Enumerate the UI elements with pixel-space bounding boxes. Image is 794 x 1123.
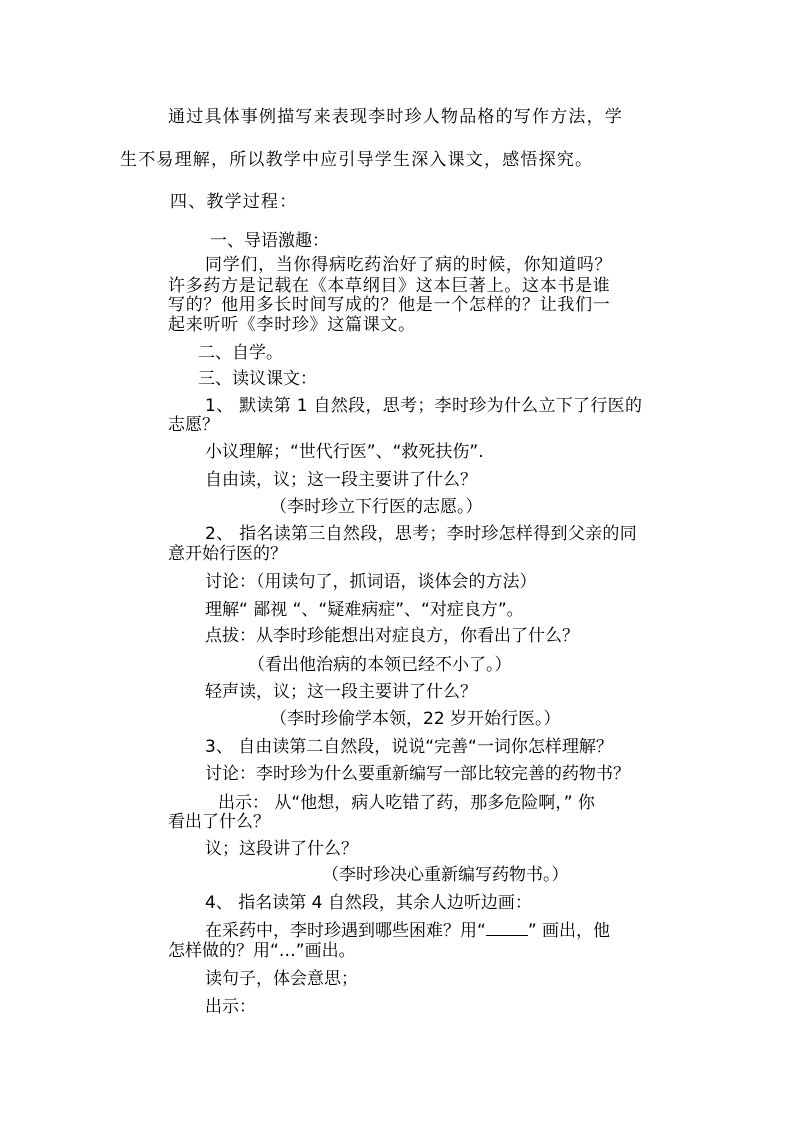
numbered-item: 2、 指名读第三自然段，思考；李时珍怎样得到父亲的同	[205, 524, 638, 544]
paragraph-line: 讨论：（用读句了，抓词语，谈体会的方法）	[205, 572, 537, 592]
paragraph-line: 通过具体事例描写来表现李时珍人物品格的写作方法，学	[168, 107, 623, 127]
paragraph-line: 议；这段讲了什么？	[205, 839, 358, 859]
numbered-item: 意开始行医的？	[168, 544, 287, 564]
paragraph-line: 生不易理解，所以教学中应引导学生深入课文，感悟探究。	[120, 150, 594, 170]
numbered-item: 志愿？	[168, 415, 219, 435]
text-segment: 在采药中，李时珍遇到哪些困难？用“	[205, 921, 486, 941]
paragraph-line: 读句子，体会意思；	[205, 969, 358, 989]
paragraph-line: 点拔：从李时珍能想出对症良方，你看出了什么？	[205, 626, 579, 646]
paragraph-line: 出示： 从“他想，病人吃错了药，那多危险啊，” 你	[218, 793, 595, 813]
paragraph-line: 怎样做的？用“…”画出。	[168, 941, 356, 961]
subsection-heading: 一、导语激趣：	[210, 231, 329, 251]
numbered-item: 3、 自由读第二自然段，说说“完善“一词你怎样理解？	[205, 737, 613, 757]
text-segment: ” 画出，他	[527, 921, 611, 941]
paragraph-line: 理解“ 鄙视 “、“疑难病症”、“对症良方”。	[205, 600, 524, 620]
paragraph-line: 讨论：李时珍为什么要重新编写一部比较完善的药物书？	[205, 764, 630, 784]
paragraph-line	[205, 920, 610, 942]
paragraph-line: 小议理解；“世代行医”、“救死扶伤”.	[205, 442, 484, 462]
numbered-item: 1、 默读第 1 自然段，思考；李时珍为什么立下了行医的	[205, 396, 643, 416]
numbered-item: 4、 指名读第 4 自然段，其余人边听边画：	[205, 893, 532, 913]
answer-line: （李时珍偷学本领，22 岁开始行医。）	[270, 709, 561, 729]
paragraph-line: 写的？他用多长时间写成的？他是一个怎样的？让我们一	[168, 295, 611, 315]
paragraph-line: 自由读，议；这一段主要讲了什么？	[205, 470, 477, 490]
paragraph-line: 许多药方是记载在《本草纲目》这本巨著上。这本书是谁	[168, 276, 611, 296]
answer-line: （看出他治病的本领已经不小了。）	[248, 655, 512, 675]
subsection-heading: 三、读议课文：	[198, 369, 317, 389]
answer-line: （李时珍决心重新编写药物书。）	[322, 865, 569, 885]
paragraph-line: 看出了什么？	[168, 812, 270, 832]
paragraph-line: 轻声读，议；这一段主要讲了什么？	[205, 682, 477, 702]
subsection-heading: 二、自学。	[198, 343, 283, 363]
section-heading: 四、教学过程：	[170, 192, 298, 212]
paragraph-line: 起来听听《李时珍》这篇课文。	[168, 315, 416, 335]
answer-line: （李时珍立下行医的志愿。）	[270, 497, 483, 517]
paragraph-line: 出示：	[205, 997, 256, 1017]
underline-blank	[486, 921, 528, 936]
paragraph-line: 同学们，当你得病吃药治好了病的时候，你知道吗？	[205, 255, 613, 275]
